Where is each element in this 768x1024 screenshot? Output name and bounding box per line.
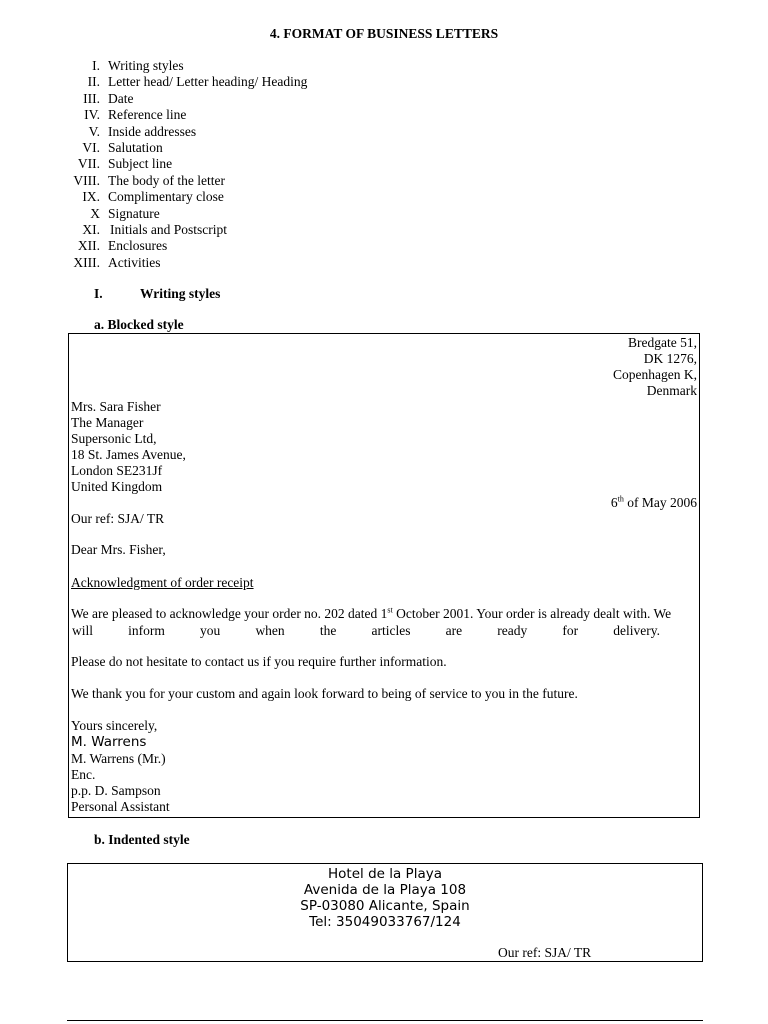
list-item-number: XI. — [82, 221, 100, 237]
list-item — [62, 156, 362, 172]
hotel-address-line: Hotel de la Playa — [328, 866, 442, 882]
complimentary-close: Yours sincerely, — [71, 718, 158, 733]
inside-address-line: The Manager — [71, 415, 144, 430]
inside-address-line: United Kingdom — [71, 479, 163, 494]
subject-line: Acknowledgment of order receipt — [71, 575, 254, 590]
reference-line: Our ref: SJA/ TR — [498, 945, 592, 960]
list-item-label: Complimentary close — [108, 189, 224, 205]
list-item-label: Letter head/ Letter heading/ Heading — [108, 74, 308, 90]
section-number: I. — [94, 286, 103, 301]
sender-address-line: Copenhagen K, — [613, 367, 697, 382]
list-item — [62, 238, 362, 254]
inside-address-line: Mrs. Sara Fisher — [71, 399, 161, 414]
list-item-number: II. — [87, 74, 100, 90]
list-item-number: XIII. — [73, 254, 100, 270]
subsection-heading-indented: b. Indented style — [94, 832, 190, 847]
list-item — [62, 74, 362, 90]
sender-address-line: Denmark — [646, 383, 697, 398]
date-rest: of May 2006 — [623, 495, 697, 510]
list-item-number: VI. — [82, 139, 100, 155]
page-title: 4. FORMAT OF BUSINESS LETTERS — [269, 26, 499, 41]
word: inform — [128, 623, 165, 638]
body-paragraph-1 — [71, 606, 671, 622]
list-item-label: Inside addresses — [108, 123, 197, 139]
list-item-number: V. — [88, 123, 100, 139]
list-item-label: Enclosures — [108, 238, 168, 254]
date-suffix: st — [387, 605, 393, 615]
word: ready — [497, 623, 528, 638]
list-item-label: Subject line — [108, 156, 173, 172]
list-item-label: Salutation — [108, 139, 163, 155]
signature: M. Warrens — [71, 734, 147, 750]
body-text: We are pleased to acknowledge your order no. 202 dated 1 — [71, 606, 388, 621]
body-paragraph-1-line-2 — [72, 623, 696, 639]
date-suffix: th — [617, 494, 624, 504]
list-item-number: IV. — [84, 107, 100, 123]
word: the — [319, 623, 337, 638]
list-item-label: Activities — [108, 254, 161, 270]
signer-name: M. Warrens (Mr.) — [71, 751, 166, 766]
word: delivery. — [613, 623, 660, 638]
sender-address-line: Bredgate 51, — [628, 335, 697, 350]
hotel-address-line: Avenida de la Playa 108 — [303, 882, 467, 898]
salutation: Dear Mrs. Fisher, — [71, 542, 166, 557]
indented-letter-box — [67, 863, 703, 962]
list-item-number: III. — [83, 90, 100, 106]
list-item — [62, 124, 362, 140]
list-item-number: IX. — [82, 189, 100, 205]
word: articles — [371, 623, 411, 638]
contents-list — [62, 58, 362, 271]
inside-address-line: London SE231Jf — [71, 463, 163, 478]
hotel-phone: Tel: 35049033767/124 — [309, 914, 461, 930]
list-item — [62, 222, 362, 238]
list-item-label: Writing styles — [108, 58, 184, 73]
body-paragraph-2: Please do not hesitate to contact us if you require further information. — [71, 654, 447, 669]
list-item-number: VIII. — [73, 172, 100, 188]
list-item — [62, 91, 362, 107]
list-item — [62, 173, 362, 189]
list-item-label: Initials and Postscript — [110, 221, 227, 237]
body-text: October 2001. Your order is already dealt with. We — [392, 606, 672, 621]
signer-position: Personal Assistant — [71, 799, 170, 814]
list-item-number: XII. — [77, 238, 100, 254]
blocked-letter-box — [68, 333, 700, 818]
reference-line: Our ref: SJA/ TR — [71, 511, 165, 526]
list-item — [62, 255, 362, 271]
list-item-label: Date — [108, 90, 134, 106]
list-item-number: X — [90, 205, 100, 221]
hotel-address-line: SP-03080 Alicante, Spain — [300, 898, 470, 914]
word: when — [255, 623, 285, 638]
word: will — [72, 623, 94, 638]
next-box-top-edge — [67, 1020, 703, 1021]
list-item — [62, 206, 362, 222]
body-paragraph-3: We thank you for your custom and again look forward to being of service to you in the future. — [71, 686, 578, 701]
list-item — [62, 58, 362, 74]
list-item-label: Signature — [108, 205, 160, 221]
enclosure-line: Enc. — [71, 767, 96, 782]
date-day: 6 — [610, 495, 618, 510]
list-item — [62, 140, 362, 156]
inside-address-line: 18 St. James Avenue, — [71, 447, 186, 462]
list-item — [62, 107, 362, 123]
per-procurationem-line: p.p. D. Sampson — [71, 783, 161, 798]
subsection-heading-blocked: a. Blocked style — [94, 317, 184, 332]
word: for — [562, 623, 579, 638]
list-item-label: The body of the letter — [108, 172, 225, 188]
word: you — [200, 623, 221, 638]
section-heading: Writing styles — [140, 286, 221, 301]
list-item-label: Reference line — [108, 107, 187, 123]
list-item — [62, 189, 362, 205]
word: are — [445, 623, 463, 638]
sender-address-line: DK 1276, — [643, 351, 697, 366]
letter-date — [611, 495, 697, 511]
list-item-number: I. — [92, 58, 100, 73]
list-item-number: VII. — [77, 156, 100, 172]
inside-address-line: Supersonic Ltd, — [71, 431, 157, 446]
